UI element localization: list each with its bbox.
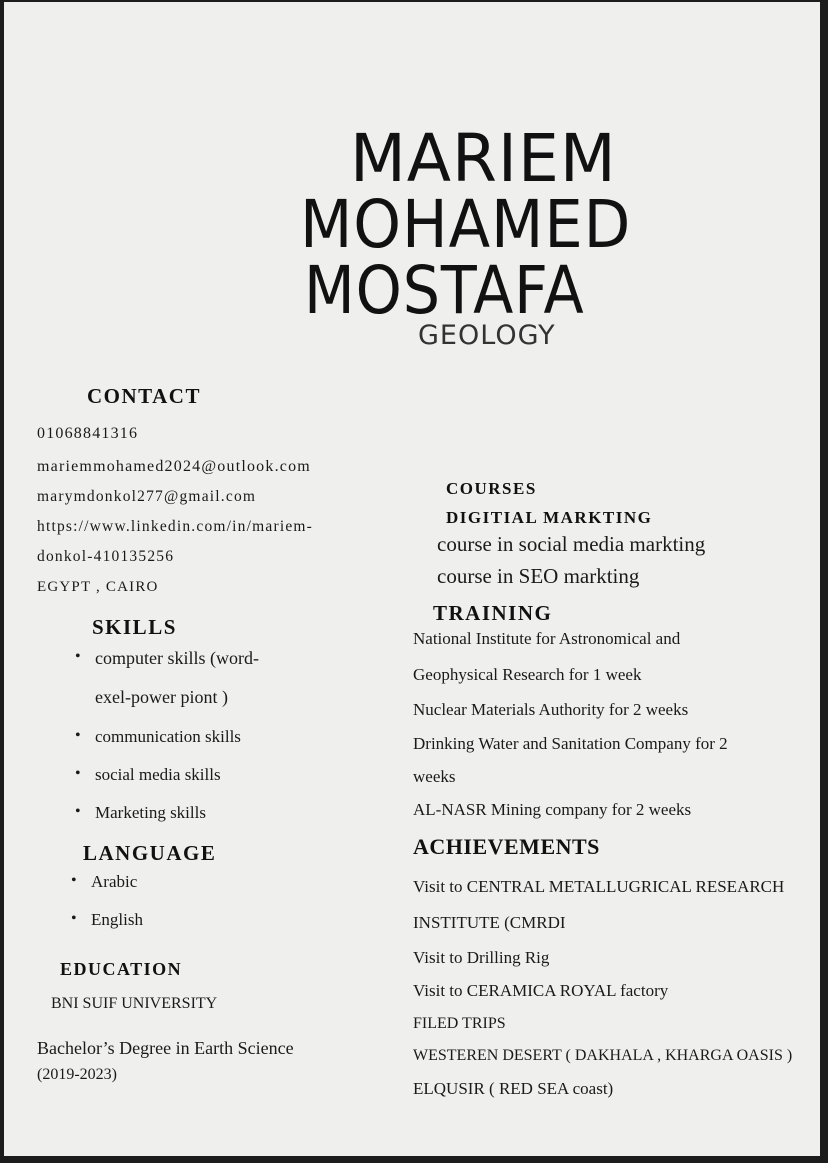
achievement-item-3: Visit to CERAMICA ROYAL factory — [413, 981, 669, 1000]
education-years: (2019-2023) — [37, 1066, 117, 1083]
skill-bullet-1: • — [75, 648, 81, 665]
skill-item-1-line2: exel-power piont ) — [95, 687, 228, 707]
courses-heading: COURSES — [446, 479, 537, 498]
skills-list — [75, 727, 241, 841]
language-heading: LANGUAGE — [83, 841, 217, 865]
language-list — [71, 872, 143, 948]
contact-email-outlook[interactable]: mariemmohamed2024@outlook.com — [37, 458, 311, 475]
skill-item: • communication skills — [75, 727, 241, 765]
skill-item: • social media skills — [75, 765, 241, 803]
training-item-1-line1: National Institute for Astronomical and — [413, 629, 681, 648]
training-item-1-line2: Geophysical Research for 1 week — [413, 665, 642, 684]
training-item-3-line1: Drinking Water and Sanitation Company for 2 — [413, 734, 728, 753]
training-item-3-line2: weeks — [413, 767, 456, 786]
achievements-heading: ACHIEVEMENTS — [413, 834, 600, 859]
courses-subheading: DIGITIAL MARKTING — [446, 508, 653, 527]
education-university: BNI SUIF UNIVERSITY — [51, 995, 218, 1012]
skill-item: • Marketing skills — [75, 803, 241, 841]
language-item: • English — [71, 910, 143, 948]
name-line-1: MARIEM — [350, 120, 617, 197]
skills-heading: SKILLS — [92, 615, 177, 639]
training-item-2: Nuclear Materials Authority for 2 weeks — [413, 700, 689, 719]
skill-item-1-line1: computer skills (word- — [95, 648, 259, 668]
course-item: course in SEO markting — [437, 564, 640, 588]
language-item: • Arabic — [71, 872, 143, 910]
training-heading: TRAINING — [433, 601, 553, 625]
achievement-item-1-line1: Visit to CENTRAL METALLUGRICAL RESEARCH — [413, 877, 785, 896]
contact-linkedin-line1[interactable]: https://www.linkedin.com/in/mariem- — [37, 518, 314, 535]
course-item: course in social media markting — [437, 532, 706, 556]
education-degree: Bachelor’s Degree in Earth Science — [37, 1038, 294, 1058]
contact-email-gmail[interactable]: marymdonkol277@gmail.com — [37, 488, 257, 505]
achievement-item-1-line2: INSTITUTE (CMRDI — [413, 913, 566, 932]
achievement-item-4: FILED TRIPS — [413, 1015, 506, 1032]
resume-page — [4, 2, 820, 1156]
education-heading: EDUCATION — [60, 959, 183, 979]
achievement-item-2: Visit to Drilling Rig — [413, 948, 550, 967]
name-line-2: MOHAMED — [300, 186, 632, 263]
contact-heading: CONTACT — [87, 384, 201, 408]
contact-phone: 01068841316 — [37, 425, 139, 442]
achievement-item-5: WESTEREN DESERT ( DAKHALA , KHARGA OASIS ) — [413, 1047, 793, 1064]
contact-linkedin-line2[interactable]: donkol-410135256 — [37, 548, 175, 565]
training-item-4: AL-NASR Mining company for 2 weeks — [413, 800, 692, 819]
role-title: GEOLOGY — [418, 320, 556, 351]
name-line-3: MOSTAFA — [304, 252, 585, 329]
contact-location: EGYPT , CAIRO — [37, 579, 159, 595]
achievement-item-6: ELQUSIR ( RED SEA coast) — [413, 1079, 614, 1098]
